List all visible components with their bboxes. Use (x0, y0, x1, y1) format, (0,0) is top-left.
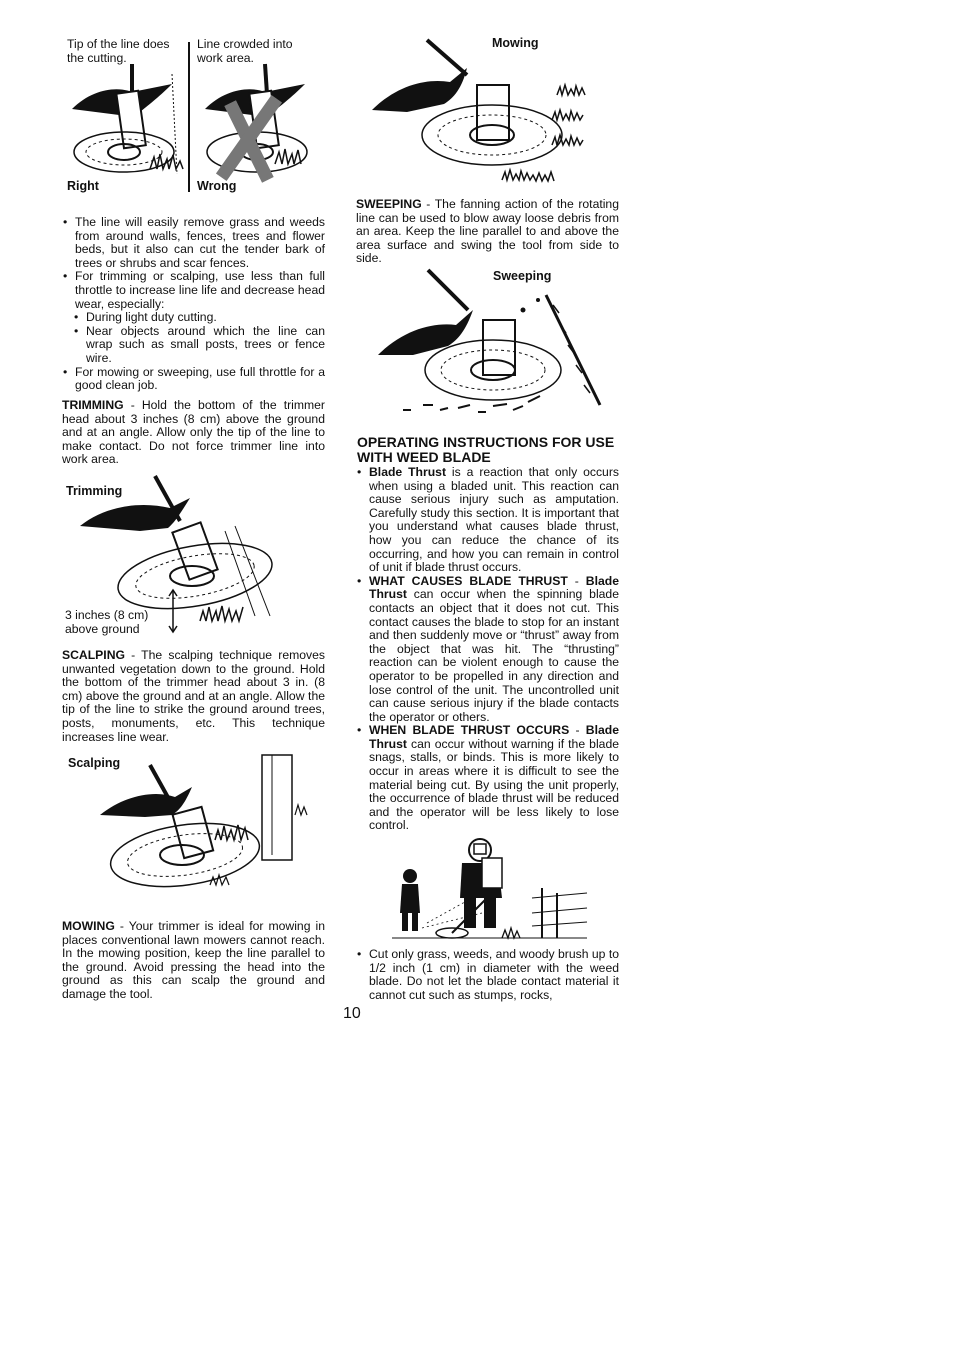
list-item: • For mowing or sweeping, use full throttle for a good clean job. (62, 366, 325, 393)
list-item: • WHEN BLADE THRUST OCCURS - Blade Thrust can occur without warning if the blade snags, stalls, or binds. This is more likely to occur in areas where it is difficult to see the material being cut. By using the unit properly, the occurrence of blade thrust will be reduced and the operator will be less likely to lose control. (356, 724, 619, 833)
mowing-paragraph: MOWING - Your trimmer is ideal for mowing in places conventional lawn mowers cannot reach. In the mowing position, keep the line parallel to the ground. Avoid pressing the head into the ground as this can scalp the ground and damage the tool. (62, 919, 325, 1001)
trimming-paragraph: TRIMMING - Hold the bottom of the trimmer head about 3 inches (8 cm) above the ground and at an angle. Allow only the tip of the line to make contact. Do not force trimmer line into work area. (62, 398, 325, 467)
fence (532, 888, 587, 938)
section-heading-weed-blade: OPERATING INSTRUCTIONS FOR USE WITH WEED BLADE (357, 434, 615, 465)
label-sweeping: Sweeping (493, 269, 552, 283)
label-scalping: Scalping (68, 756, 121, 770)
sub-list-item: • During light duty cutting. (62, 311, 325, 325)
sub-list-item: • Near objects around which the line can wrap such as small posts, trees or fence wire. (62, 325, 325, 366)
operator-figure (460, 839, 502, 928)
figure-divider (188, 42, 190, 192)
scalping-paragraph: SCALPING - The scalping technique removes unwanted vegetation down to the ground. Hold the bottom of the trimmer head about 3 in. (8 cm) above the ground and at an angle. Allow the tip of the line to strike the ground around trees, posts, monuments, etc. This technique increases line wear. (62, 648, 325, 744)
list-item: • WHAT CAUSES BLADE THRUST - Blade Thrust can occur when the spinning blade contacts an object that it does not cut. This contact causes the blade to stop for an instant and then suddenly move or “thrust” away from the object that was hit. The “thrusting” reaction can be violent enough to cause the operator to be propelled in any direction and lose control of the unit. The uncontrolled unit can cause serious injury if the blade contacts the operator or others. (356, 575, 619, 725)
trimming-measure-label: 3 inches (8 cm) above ground (65, 608, 149, 636)
list-item: • The line will easily remove grass and weeds from around walls, fences, trees and flower beds, but it also can cut the tender bark of trees or shrubs and scar fences. (62, 216, 325, 270)
child-figure (400, 869, 420, 931)
caption-tip-of-line: Tip of the line does the cutting. (67, 37, 170, 65)
cut-only-paragraph (356, 948, 619, 1002)
label-trimming: Trimming (66, 484, 123, 498)
list-item: • Cut only grass, weeds, and woody brush up to 1/2 inch (1 cm) in diameter with the weed blade. Do not let the blade contact material it cannot cut such as stumps, rocks, (356, 948, 619, 1002)
list-item: • For trimming or scalping, use less than full throttle to increase line life and decrease head wear, especially: (62, 270, 325, 311)
term-sweeping: SWEEPING (356, 197, 422, 211)
list-item: • Blade Thrust is a reaction that only occurs when using a bladed unit. This reaction can cause serious injury such as amputation. Carefully study this section. It is important that you understand what causes blade thrust, how you can reduce the chance of its occurring, and how you can remain in control of unit if blade thrust occurs. (356, 466, 619, 575)
label-right: Right (67, 179, 99, 193)
term-scalping: SCALPING (62, 648, 125, 662)
trimmer-right-illustration (62, 64, 187, 182)
label-wrong: Wrong (197, 179, 237, 193)
page-number: 10 (343, 1005, 361, 1022)
term-mowing: MOWING (62, 919, 115, 933)
term-trimming: TRIMMING (62, 398, 124, 412)
scalping-illustration (100, 755, 320, 905)
sweeping-illustration (378, 270, 610, 418)
sweeping-paragraph: SWEEPING - The fanning action of the rotating line can be used to blow away loose debris from an area. Keep the line parallel to and above the area surface and swing the tool from side to side. (356, 197, 619, 266)
blade-thrust-list (356, 466, 619, 833)
label-mowing: Mowing (492, 36, 539, 50)
mowing-illustration (372, 40, 607, 188)
trimmer-wrong-illustration (195, 64, 320, 182)
operator-bystander-illustration (392, 838, 587, 943)
caption-line-crowded: Line crowded into work area. (197, 37, 293, 65)
left-bullets-block (62, 216, 325, 393)
